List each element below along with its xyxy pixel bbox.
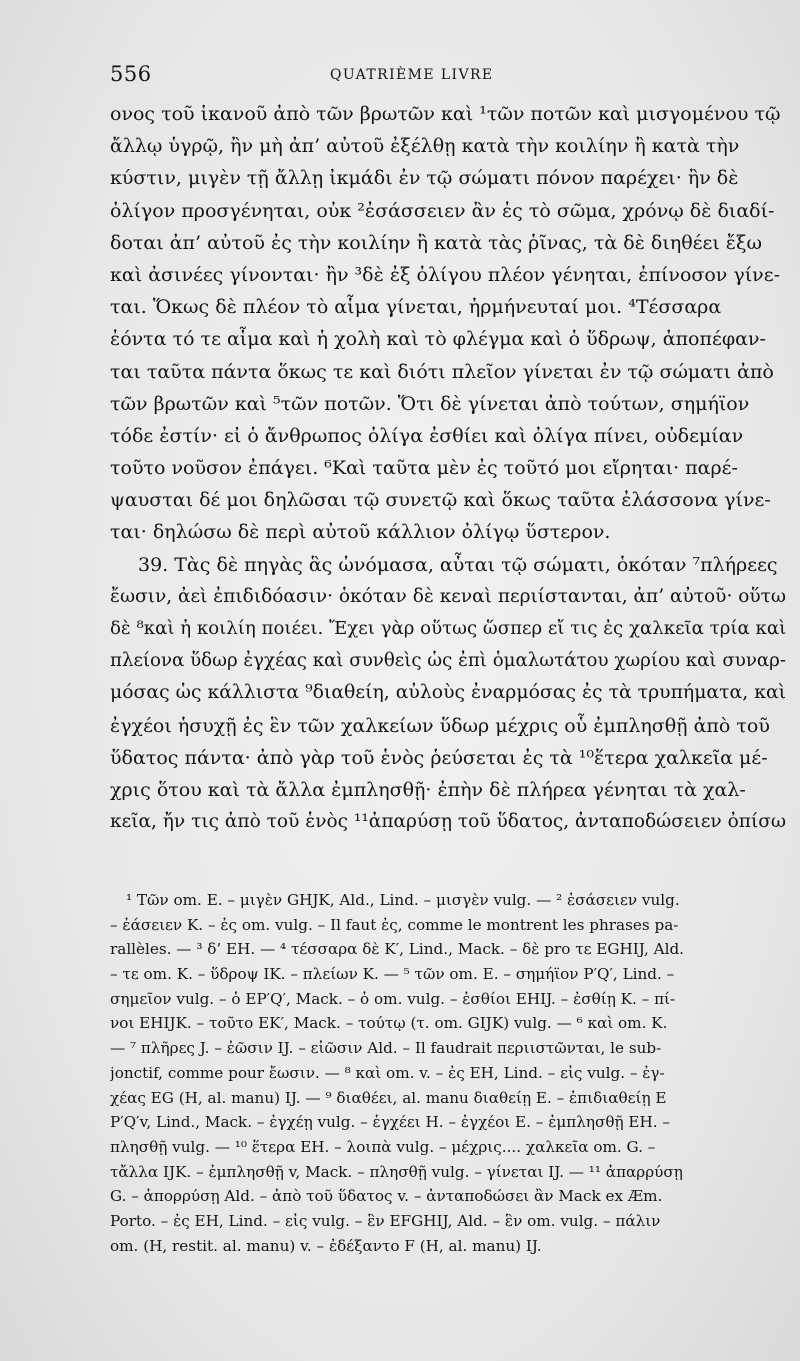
- text-line: ονος τοῦ ἱκανοῦ ἀπὸ τῶν βρωτῶν καὶ ¹τῶν ποτῶν καὶ μισγομένου τῷ: [110, 103, 781, 125]
- text-line: ὕδατος πάντα· ἀπὸ γὰρ τοῦ ἑνὸς ῥεύσεται ἐς τὰ ¹⁰ἕτερα χαλκεῖα μέ-: [110, 746, 768, 769]
- text-line: ὀλίγον προσγένηται, οὐκ ²ἐσάσσειεν ἂν ἐς τὸ σῶμα, χρόνῳ δὲ διαδί-: [110, 199, 775, 222]
- text-line: ται ταῦτα πάντα ὅκως τε καὶ διότι πλεῖον γίνεται ἐν τῷ σώματι ἀπὸ: [110, 360, 774, 383]
- text-line: καὶ ἀσινέες γίνονται· ἢν ³δὲ ἐξ ὀλίγου πλέον γένηται, ἐπίνοσον γίνε-: [110, 263, 781, 286]
- text-line: κεῖα, ἤν τις ἀπὸ τοῦ ἑνὸς ¹¹ἀπαρύσῃ τοῦ ὕδατος, ἀνταποδώσειεν ὀπίσω: [110, 811, 787, 833]
- text-line: δὲ ⁸καὶ ἡ κοιλίη ποιέει. Ἔχει γὰρ οὕτως ὥσπερ εἴ τις ἐς χαλκεῖα τρία καὶ: [110, 618, 787, 639]
- text-line: χρις ὅτου καὶ τὰ ἄλλα ἐμπλησθῇ· ἐπὴν δὲ πλήρεα γένηται τὰ χαλ-: [110, 778, 746, 801]
- footnote-line: χέας EG (H, al. manu) IJ. — ⁹ διαθέει, al. manu διαθείῃ E. – ἐπιδιαθείῃ E: [110, 1088, 667, 1107]
- footnote-line: σημεῖον vulg. – ὁ EP′Q′, Mack. – ὁ om. vulg. – ἐσθίοι EHIJ. – ἐσθίῃ K. – πί-: [110, 989, 676, 1008]
- text-line: ἔωσιν, ἀεὶ ἐπιδιδόασιν· ὁκόταν δὲ κεναὶ περιίστανται, ἀπ’ αὐτοῦ· οὕτω: [110, 585, 787, 607]
- text-line: ται. Ὅκως δὲ πλέον τὸ αἷμα γίνεται, ἡρμήνευταί μοι. ⁴Τέσσαρα: [110, 296, 722, 319]
- text-line: τόδε ἐστίν· εἰ ὁ ἄνθρωπος ὀλίγα ἐσθίει καὶ ὀλίγα πίνει, οὐδεμίαν: [110, 424, 744, 447]
- running-head: QUATRIÈME LIVRE: [330, 67, 494, 83]
- main-text: [110, 98, 790, 838]
- footnote-line: P′Q′v, Lind., Mack. – ἐγχέῃ vulg. – ἐγχέει H. – ἐγχέοι E. – ἐμπλησθῇ EH. –: [110, 1113, 670, 1132]
- text-line: τῶν βρωτῶν καὶ ⁵τῶν ποτῶν. Ὅτι δὲ γίνεται ἀπὸ τούτων, σημήϊον: [110, 392, 750, 415]
- footnote-line: – ἐάσειεν K. – ἐς om. vulg. – Il faut ἐς, comme le montrent les phrases pa-: [110, 915, 679, 934]
- text-line: τοῦτο νοῦσον ἐπάγει. ⁶Καὶ ταῦτα μὲν ἐς τοῦτό μοι εἴρηται· παρέ-: [110, 457, 738, 480]
- footnote-line: πλησθῇ vulg. — ¹⁰ ἕτερα EH. – λοιπὰ vulg. – μέχρις.... χαλκεῖα om. G. –: [110, 1137, 656, 1156]
- text-line: ἐόντα τό τε αἷμα καὶ ἡ χολὴ καὶ τὸ φλέγμα καὶ ὁ ὕδρωψ, ἀποπέφαν-: [110, 328, 766, 351]
- text-line: κύστιν, μιγὲν τῇ ἄλλῃ ἰκμάδι ἐν τῷ σώματι πόνον παρέχει· ἢν δὲ: [110, 167, 739, 190]
- footnote-line: Porto. – ἐς EH, Lind. – εἰς vulg. – ἓν EFGHIJ, Ald. – ἓν om. vulg. – πάλιν: [110, 1211, 661, 1230]
- footnote-line: — ⁷ πλῆρες J. – ἐῶσιν IJ. – εἰῶσιν Ald. – Il faudrait περιιστῶνται, le sub-: [110, 1039, 662, 1058]
- text-line: μόσας ὡς κάλλιστα ⁹διαθείη, αὐλοὺς ἐναρμόσας ἐς τὰ τρυπήματα, καὶ: [110, 682, 787, 704]
- footnote-line: om. (H, restit. al. manu) v. – ἐδέξαντο F (H, al. manu) IJ.: [110, 1236, 542, 1255]
- footnote-line: – τε om. K. – ὕδροψ IK. – πλείων K. — ⁵ τῶν om. E. – σημήϊον P′Q′, Lind. –: [110, 965, 675, 984]
- footnote-line: νοι EHIJK. – τοῦτο EK′, Mack. – τούτῳ (τ. om. GIJK) vulg. — ⁶ καὶ om. K.: [110, 1014, 668, 1033]
- page-header: [110, 62, 750, 90]
- text-line: ἄλλῳ ὑγρῷ, ἢν μὴ ἀπ’ αὐτοῦ ἐξέλθῃ κατὰ τὴν κοιλίην ἢ κατὰ τὴν: [110, 135, 740, 158]
- section-39-start: 39. Τὰς δὲ πηγὰς ἃς ὠνόμασα, αὗται τῷ σώματι, ὁκόταν ⁷πλήρεες: [138, 553, 778, 576]
- text-line: πλείονα ὕδωρ ἐγχέας καὶ συνθεὶς ὡς ἐπὶ ὁμαλωτάτου χωρίου καὶ συναρ-: [110, 650, 786, 672]
- footnote-line: ¹ Τῶν om. E. – μιγὲν GHJK, Ald., Lind. – μισγὲν vulg. — ² ἐσάσειεν vulg.: [126, 891, 680, 909]
- text-line: ψαυσται δέ μοι δηλῶσαι τῷ συνετῷ καὶ ὅκως ταῦτα ἐλάσσονα γίνε-: [110, 489, 771, 512]
- footnote-line: G. – ἀπορρύσῃ Ald. – ἀπὸ τοῦ ὕδατος v. – ἀνταποδώσει ἂν Mack ex Æm.: [110, 1187, 663, 1206]
- text-line: ἐγχέοι ἡσυχῇ ἐς ἓν τῶν χαλκείων ὕδωρ μέχρις οὗ ἐμπλησθῇ ἀπὸ τοῦ: [110, 714, 770, 737]
- text-line: δοται ἀπ’ αὐτοῦ ἐς τὴν κοιλίην ἢ κατὰ τὰς ῥῖνας, τὰ δὲ διηθέει ἔξω: [110, 231, 762, 254]
- page-number: 556: [110, 62, 152, 86]
- footnotes: [110, 888, 790, 1258]
- footnote-line: rallèles. — ³ δ’ EH. — ⁴ τέσσαρα δὲ K′, Lind., Mack. – δὲ pro τε EGHIJ, Ald.: [110, 940, 684, 959]
- footnote-line: τἄλλα IJK. – ἐμπλησθῇ v, Mack. – πλησθῇ vulg. – γίνεται IJ. — ¹¹ ἀπαρρύσῃ: [110, 1162, 683, 1181]
- text-line: ται· δηλώσω δὲ περὶ αὐτοῦ κάλλιον ὀλίγῳ ὕστερον.: [110, 521, 611, 544]
- footnote-line: jonctif, comme pour ἔωσιν. — ⁸ καὶ om. v. – ἐς EH, Lind. – εἰς vulg. – ἐγ-: [110, 1063, 665, 1082]
